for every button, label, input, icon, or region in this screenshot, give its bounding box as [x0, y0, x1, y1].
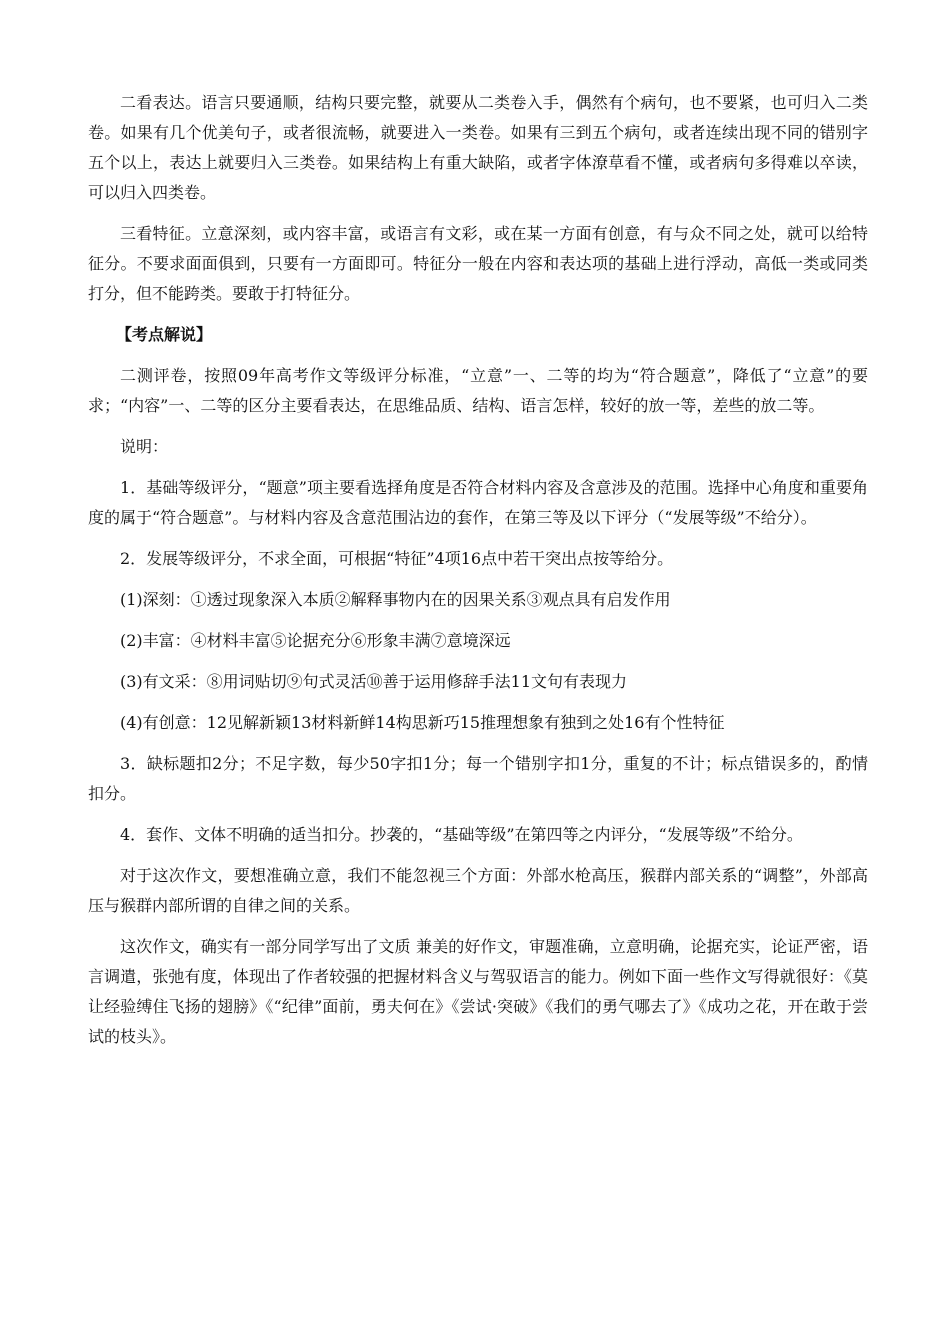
section-heading: 【考点解说】	[116, 325, 213, 344]
paragraph-examples: 这次作文，确实有一部分同学写出了文质 兼美的好作文，审题准确，立意明确，论据充实，论证严密，语言调遣，张弛有度，体现出了作者较强的把握材料含义与驾驭语言的能力。例如下面一些作文写得就很好：《莫让经验缚住飞扬的翅膀》《“纪律”面前，勇夫何在》《尝试·突破》《我们的勇气哪去了》《成功之花，开在敢于尝试的枝头》。	[88, 937, 868, 1046]
paragraph-depth: (1)深刻：①透过现象深入本质②解释事物内在的因果关系③观点具有启发作用	[120, 590, 671, 609]
paragraph-evaluation: 二测评卷，按照09年高考作文等级评分标准，“立意”一、二等的均为“符合题意”，降低了“立意”的要求；“内容”一、二等的区分主要看表达，在思维品质、结构、语言怎样，较好的放一等，差些的放二等。	[88, 366, 868, 415]
paragraph-expression: 二看表达。语言只要通顺，结构只要完整，就要从二类卷入手，偶然有个病句，也不要紧，也可归入二类卷。如果有几个优美句子，或者很流畅，就要进入一类卷。如果有三到五个病句，或者连续出现不同的错别字五个以上，表达上就要归入三类卷。如果结构上有重大缺陷，或者字体潦草看不懂，或者病句多得难以卒读，可以归入四类卷。	[88, 93, 868, 202]
paragraph-literary: (3)有文采：⑧用词贴切⑨句式灵活⑩善于运用修辞手法11文句有表现力	[120, 672, 628, 691]
paragraph-note-1: 1．基础等级评分，“题意”项主要看选择角度是否符合材料内容及含意涉及的范围。选择中心角度和重要角度的属于“符合题意”。与材料内容及含意范围沾边的套作，在第三等及以下评分（“发展等级”不给分）。	[88, 478, 868, 527]
paragraph-richness: (2)丰富：④材料丰富⑤论据充分⑥形象丰满⑦意境深远	[120, 631, 511, 650]
paragraph-notes-label: 说明：	[120, 437, 169, 456]
paragraph-creativity: (4)有创意：12见解新颖13材料新鲜14构思新巧15推理想象有独到之处16有个性特征	[120, 713, 725, 732]
paragraph-analysis: 对于这次作文，要想准确立意，我们不能忽视三个方面：外部水枪高压，猴群内部关系的“调整”，外部高压与猴群内部所谓的自律之间的关系。	[88, 866, 868, 915]
paragraph-note-2: 2．发展等级评分，不求全面，可根据“特征”4项16点中若干突出点按等给分。	[120, 549, 674, 568]
paragraph-features: 三看特征。立意深刻，或内容丰富，或语言有文彩，或在某一方面有创意，有与众不同之处，就可以给特征分。不要求面面俱到，只要有一方面即可。特征分一般在内容和表达项的基础上进行浮动，高低一类或同类打分，但不能跨类。要敢于打特征分。	[88, 224, 868, 303]
paragraph-note-3: 3．缺标题扣2分；不足字数，每少50字扣1分；每一个错别字扣1分，重复的不计；标点错误多的，酌情扣分。	[88, 754, 868, 803]
paragraph-note-4: 4．套作、文体不明确的适当扣分。抄袭的，“基础等级”在第四等之内评分，“发展等级”不给分。	[120, 825, 803, 844]
document-body	[88, 88, 868, 1063]
